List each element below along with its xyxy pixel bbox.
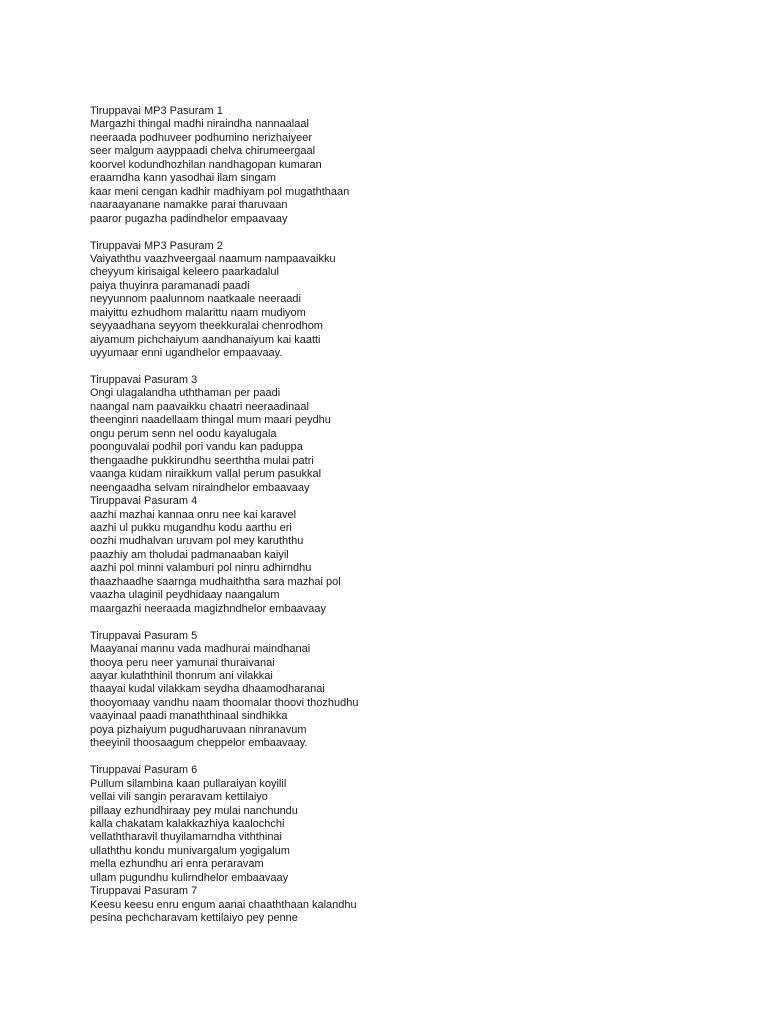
verse-line: kaar meni cengan kadhir madhiyam pol mugaththaan [90, 185, 350, 198]
verse-line: theeyinil thoosaagum cheppelor embaavaay. [90, 737, 308, 750]
verse-line: aazhi pol minni valamburi pol ninru adhirndhu [90, 562, 312, 575]
verse-line: eraarndha kann yasodhai ilam singam [90, 172, 276, 185]
verse-line: neeraada podhuveer podhumino nerizhaiyeer [90, 131, 312, 144]
verse-line: Ongi ulagalandha uththaman per paadi [90, 387, 281, 400]
pasuram-stanza [90, 630, 730, 751]
verse-line: Vaiyaththu vaazhveergaal naamum nampaavaikku [90, 252, 336, 265]
pasuram-heading: Tiruppavai Pasuram 7 [90, 885, 198, 898]
verse-line: vellai vili sangin peraravam kettilaiyo [90, 791, 268, 804]
verse-line: thengaadhe pukkirundhu seerththa mulai patri [90, 454, 314, 467]
verse-line: ongu perum senn nel oodu kayalugala [90, 427, 277, 440]
verse-line: maiyittu ezhudhom malarittu naam mudiyom [90, 306, 306, 319]
verse-line: uyyumaar enni ugandhelor empaavaay. [90, 347, 283, 360]
verse-line: ullaththu kondu munivargalum yogigalum [90, 844, 290, 857]
pasuram-stanza [90, 764, 730, 885]
verse-line: poya pizhaiyum pugudharuvaan ninranavum [90, 723, 307, 736]
pasuram-heading: Tiruppavai Pasuram 3 [90, 374, 198, 387]
verse-line: vaanga kudam niraikkum vallal perum pasukkal [90, 468, 322, 481]
pasuram-stanza [90, 885, 730, 925]
pasuram-heading: Tiruppavai Pasuram 6 [90, 764, 198, 777]
verse-line: oozhi mudhalvan uruvam pol mey karuththu [90, 535, 304, 548]
verse-line: thaayai kudal vilakkam seydha dhaamodharanai [90, 683, 325, 696]
verse-line: ullam pugundhu kulirndhelor embaavaay [90, 871, 289, 884]
pasuram-heading: Tiruppavai MP3 Pasuram 2 [90, 239, 223, 252]
verse-line: aazhi mazhai kannaa onru nee kai karavel [90, 508, 297, 521]
verse-line: Keesu keesu enru engum aanai chaaththaan kalandhu [90, 898, 357, 911]
verse-line: paazhiy am tholudai padmanaaban kaiyil [90, 548, 289, 561]
verse-line: aiyamum pichchaiyum aandhanaiyum kai kaatti [90, 333, 321, 346]
pasuram-stanza [90, 374, 730, 495]
verse-line: maargazhi neeraada magizhndhelor embaavaay [90, 602, 327, 615]
verse-line: vaazha ulaginil peydhidaay naangalum [90, 589, 280, 602]
verse-line: seer malgum aayppaadi chelva chirumeergaal [90, 145, 316, 158]
verse-line: vaayinaal paadi manaththinaal sindhikka [90, 710, 288, 723]
verse-line: Pullum silambina kaan pullaraiyan koyilil [90, 777, 287, 790]
verse-line: aazhi ul pukku mugandhu kodu aarthu eri [90, 522, 292, 535]
verse-line: Maayanai mannu vada madhurai maindhanai [90, 643, 311, 656]
verse-line: thooyomaay vandhu naam thoomalar thoovi thozhudhu [90, 696, 359, 709]
verse-line: naaraayanane namakke parai tharuvaan [90, 199, 288, 212]
verse-line: mella ezhundhu ari enra peraravam [90, 858, 264, 871]
verse-line: thooya peru neer yamunai thuraivanai [90, 656, 275, 669]
pasuram-heading: Tiruppavai MP3 Pasuram 1 [90, 105, 223, 117]
verse-line: paaror pugazha padindhelor empaavaay [90, 212, 288, 225]
verse-line: vellaththaravil thuyilamarndha viththinai [90, 831, 282, 844]
verse-line: kalla chakatam kalakkazhiya kaalochchi [90, 817, 285, 830]
verse-line: Margazhi thingal madhi niraindha nannaalaal [90, 118, 309, 131]
pasuram-stanza [90, 240, 730, 361]
pasuram-stanza [90, 105, 730, 226]
verse-line: poonguvalai podhil pori vandu kan paduppa [90, 441, 303, 454]
pasuram-stanza [90, 495, 730, 616]
verse-line: neengaadha selvam niraindhelor embaavaay [90, 481, 310, 494]
verse-line: seyyaadhana seyyom theekkuralai chenrodhom [90, 320, 323, 333]
pasuram-heading: Tiruppavai Pasuram 4 [90, 495, 198, 508]
verse-line: theenginri naadellaam thingal mum maari peydhu [90, 414, 331, 427]
verse-line: thaazhaadhe saarnga mudhaiththa sara mazhai pol [90, 575, 341, 588]
verse-line: pesina pechcharavam kettilaiyo pey penne [90, 912, 298, 925]
verse-line: paiya thuyinra paramanadi paadi [90, 279, 250, 292]
verse-line: koorvel kodundhozhilan nandhagopan kumaran [90, 158, 322, 171]
verse-line: neyyunnom paalunnom naatkaale neeraadi [90, 293, 301, 306]
verse-line: aayar kulaththinil thonrum ani vilakkai [90, 669, 273, 682]
pasuram-heading: Tiruppavai Pasuram 5 [90, 629, 198, 642]
verse-line: cheyyum kirisaigal keleero paarkadalul [90, 266, 279, 279]
lyrics-text [90, 105, 730, 926]
verse-line: naangal nam paavaikku chaatri neeraadinaal [90, 400, 309, 413]
verse-line: pillaay ezhundhiraay pey mulai nanchundu [90, 804, 298, 817]
